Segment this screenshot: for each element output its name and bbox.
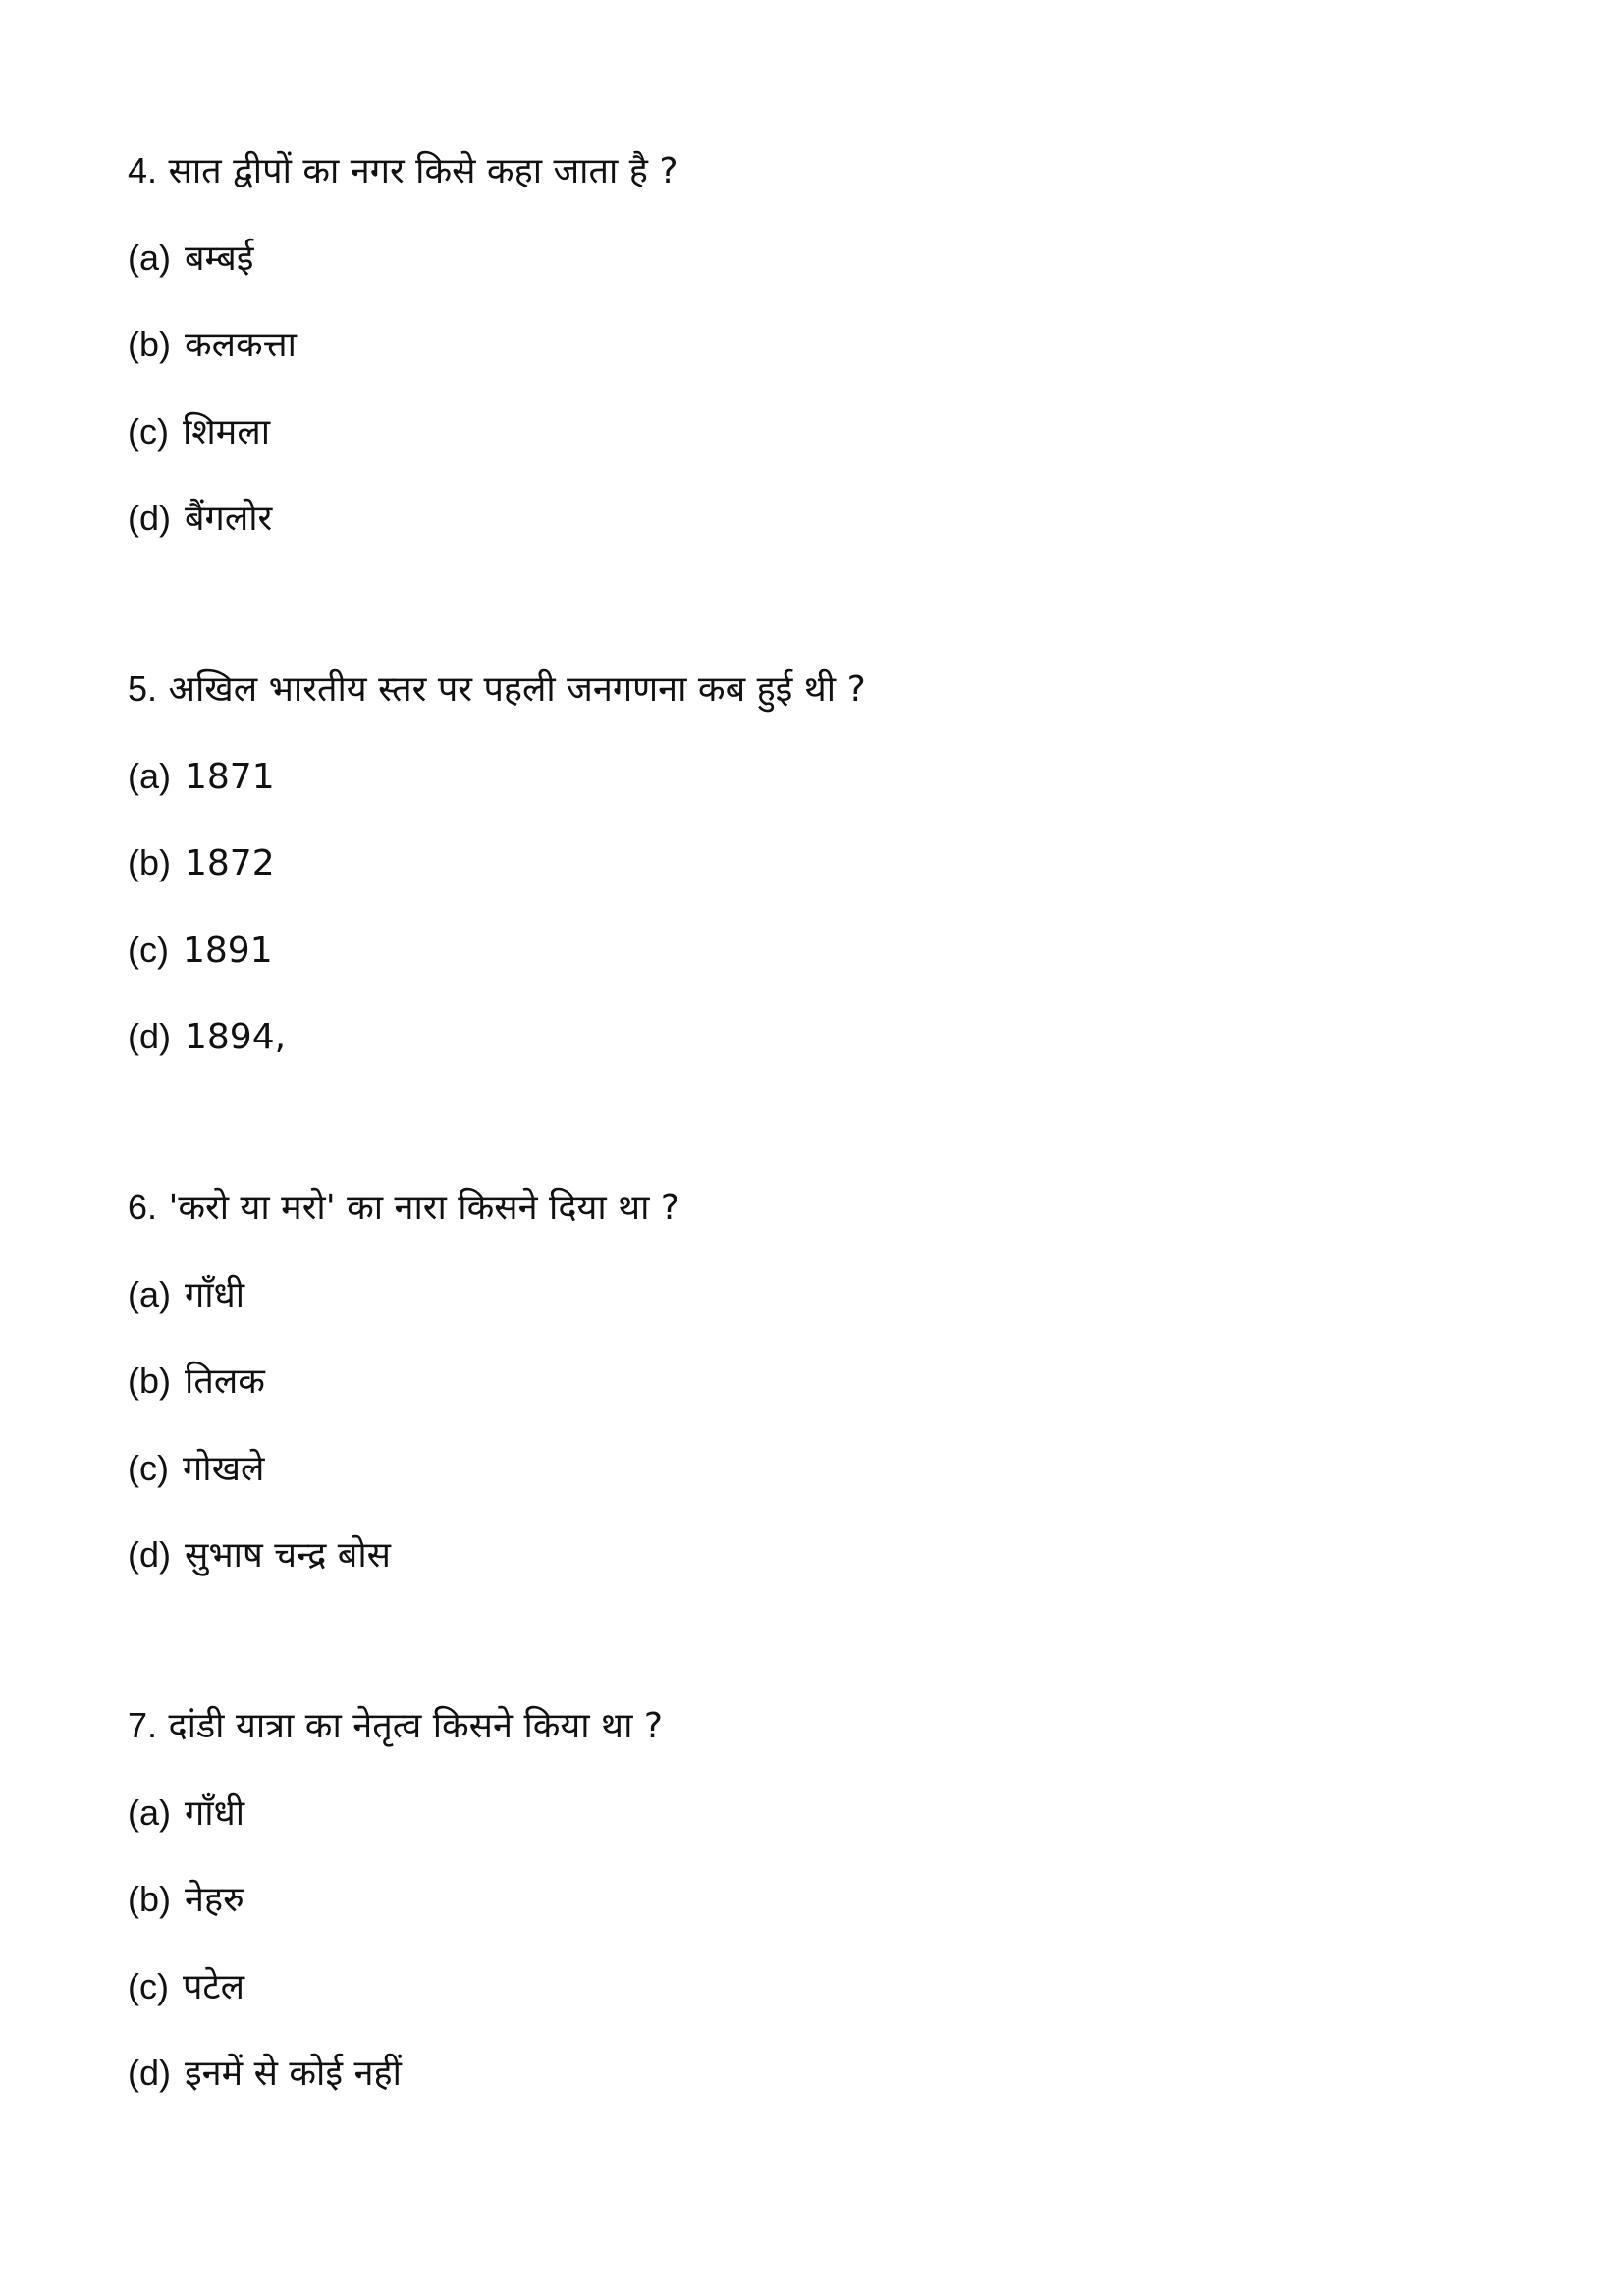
option-label: (c)	[128, 1447, 169, 1488]
option-text: 1872	[185, 843, 275, 883]
option-label: (a)	[128, 1791, 171, 1833]
question-block	[128, 1682, 663, 2117]
option-item	[128, 1512, 679, 1599]
option-item	[128, 1252, 679, 1339]
question-text	[128, 1164, 679, 1252]
option-item	[128, 475, 677, 562]
option-text: बम्बई	[185, 238, 254, 279]
question-number: 4.	[128, 150, 158, 190]
option-item	[128, 215, 677, 302]
option-label: (b)	[128, 1361, 171, 1401]
option-text: गाँधी	[185, 1792, 245, 1834]
question-block	[128, 646, 866, 1081]
option-label: (d)	[128, 2053, 171, 2093]
option-item	[128, 733, 866, 821]
option-text: 1891	[182, 930, 273, 971]
question-block	[128, 1164, 679, 1599]
question-stem: सात द्वीपों का नगर किसे कहा जाता है ?	[168, 151, 678, 191]
option-item	[128, 820, 866, 907]
question-stem: दांडी यात्रा का नेतृत्व किसने किया था ?	[168, 1706, 663, 1746]
option-label: (d)	[128, 1016, 171, 1056]
option-label: (b)	[128, 1879, 171, 1919]
question-number: 6.	[128, 1187, 158, 1227]
option-label: (b)	[128, 842, 171, 882]
option-label: (c)	[128, 929, 169, 970]
question-number: 5.	[128, 668, 158, 709]
option-text: नेहरु	[185, 1880, 244, 1920]
option-item	[128, 389, 677, 476]
question-stem: 'करो या मरो' का नारा किसने दिया था ?	[168, 1188, 679, 1228]
option-item	[128, 1944, 663, 2031]
option-text: बैंगलोर	[185, 499, 273, 539]
option-label: (a)	[128, 1273, 171, 1314]
option-item	[128, 907, 866, 994]
option-label: (c)	[128, 410, 169, 452]
option-text: सुभाष चन्द्र बोस	[185, 1535, 391, 1575]
option-item	[128, 1338, 679, 1425]
option-item	[128, 1425, 679, 1513]
option-text: 1871	[185, 756, 275, 797]
option-label: (a)	[128, 237, 171, 278]
option-text: पटेल	[182, 1966, 244, 2007]
question-number: 7.	[128, 1705, 158, 1745]
option-label: (a)	[128, 755, 171, 796]
question-stem: अखिल भारतीय स्तर पर पहली जनगणना कब हुई थी ?	[168, 669, 866, 710]
option-item	[128, 2030, 663, 2117]
option-item	[128, 993, 866, 1081]
option-label: (d)	[128, 498, 171, 538]
option-text: इनमें से कोई नहीं	[185, 2054, 402, 2094]
question-text	[128, 1682, 663, 1770]
option-label: (b)	[128, 324, 171, 364]
question-text	[128, 128, 677, 215]
option-text: गाँधी	[185, 1274, 245, 1315]
question-block	[128, 128, 677, 562]
option-label: (d)	[128, 1534, 171, 1575]
option-item	[128, 301, 677, 389]
option-text: कलकत्ता	[185, 325, 297, 365]
option-text: गोखले	[182, 1448, 265, 1489]
question-text	[128, 646, 866, 733]
option-text: तिलक	[185, 1362, 265, 1402]
option-text: 1894,	[185, 1017, 287, 1057]
option-item	[128, 1856, 663, 1944]
option-text: शिमला	[182, 411, 271, 453]
option-item	[128, 1770, 663, 1857]
option-label: (c)	[128, 1965, 169, 2006]
